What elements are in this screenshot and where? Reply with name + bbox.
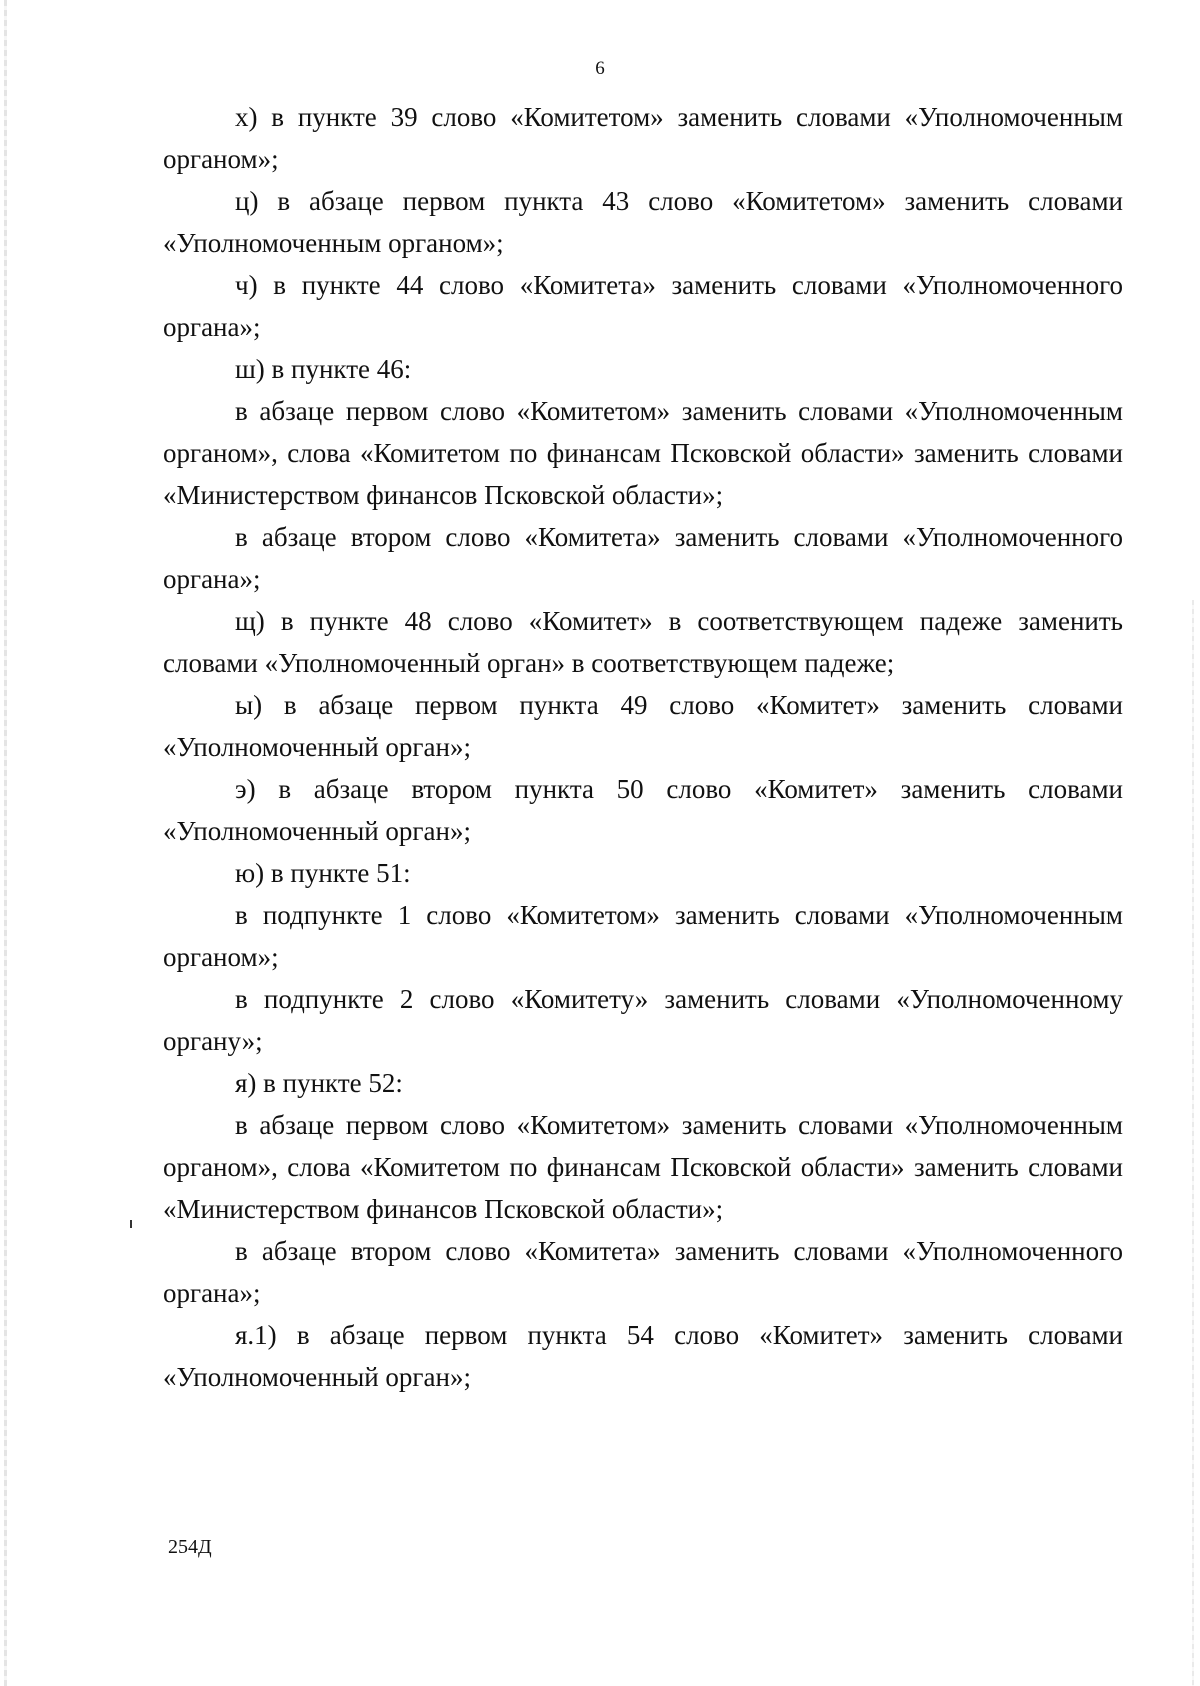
- paragraph-sh-abzats-2: в абзаце втором слово «Комитета» заменить словами «Уполномоченного органа»;: [163, 522, 1123, 594]
- paragraph-ya: я) в пункте 52:: [235, 1068, 403, 1098]
- paragraph-kh: х) в пункте 39 слово «Комитетом» заменить словами «Уполномоченным органом»;: [163, 102, 1123, 174]
- scan-edge-right: [1192, 600, 1194, 1686]
- paragraph-sh: ш) в пункте 46:: [235, 354, 412, 384]
- paragraph-yu-podpunkt-1: в подпункте 1 слово «Комитетом» заменить словами «Уполномоченным органом»;: [163, 900, 1123, 972]
- paragraph-ya1: я.1) в абзаце первом пункта 54 слово «Комитет» заменить словами «Уполномоченный орган»;: [163, 1320, 1123, 1392]
- paragraph-yu: ю) в пункте 51:: [235, 858, 411, 888]
- paragraph-ch: ч) в пункте 44 слово «Комитета» заменить словами «Уполномоченного органа»;: [163, 270, 1123, 342]
- paragraph-y: ы) в абзаце первом пункта 49 слово «Комитет» заменить словами «Уполномоченный орган»;: [163, 690, 1123, 762]
- document-body: [163, 96, 1123, 1398]
- paragraph-sh-abzats-1: в абзаце первом слово «Комитетом» заменить словами «Уполномоченным органом», слова «Комитетом по финансам Псковской области» заменить словами «Министерством финансов Псковской области»;: [163, 396, 1123, 510]
- paragraph-ya-abzats-1: в абзаце первом слово «Комитетом» заменить словами «Уполномоченным органом», слова «Комитетом по финансам Псковской области» заменить словами «Министерством финансов Псковской области»;: [163, 1110, 1123, 1224]
- document-code: 254Д: [168, 1536, 212, 1558]
- paragraph-shch: щ) в пункте 48 слово «Комитет» в соответствующем падеже заменить словами «Уполномоченный орган» в соответствующем падеже;: [163, 606, 1123, 678]
- page-number: 6: [595, 58, 605, 79]
- scan-edge-left: [4, 0, 7, 1686]
- paragraph-ya-abzats-2: в абзаце втором слово «Комитета» заменить словами «Уполномоченного органа»;: [163, 1236, 1123, 1308]
- paragraph-ts: ц) в абзаце первом пункта 43 слово «Комитетом» заменить словами «Уполномоченным органом»;: [163, 186, 1123, 258]
- scan-speck: [130, 1220, 132, 1228]
- paragraph-yu-podpunkt-2: в подпункте 2 слово «Комитету» заменить словами «Уполномоченному органу»;: [163, 984, 1123, 1056]
- paragraph-e: э) в абзаце втором пункта 50 слово «Комитет» заменить словами «Уполномоченный орган»;: [163, 774, 1123, 846]
